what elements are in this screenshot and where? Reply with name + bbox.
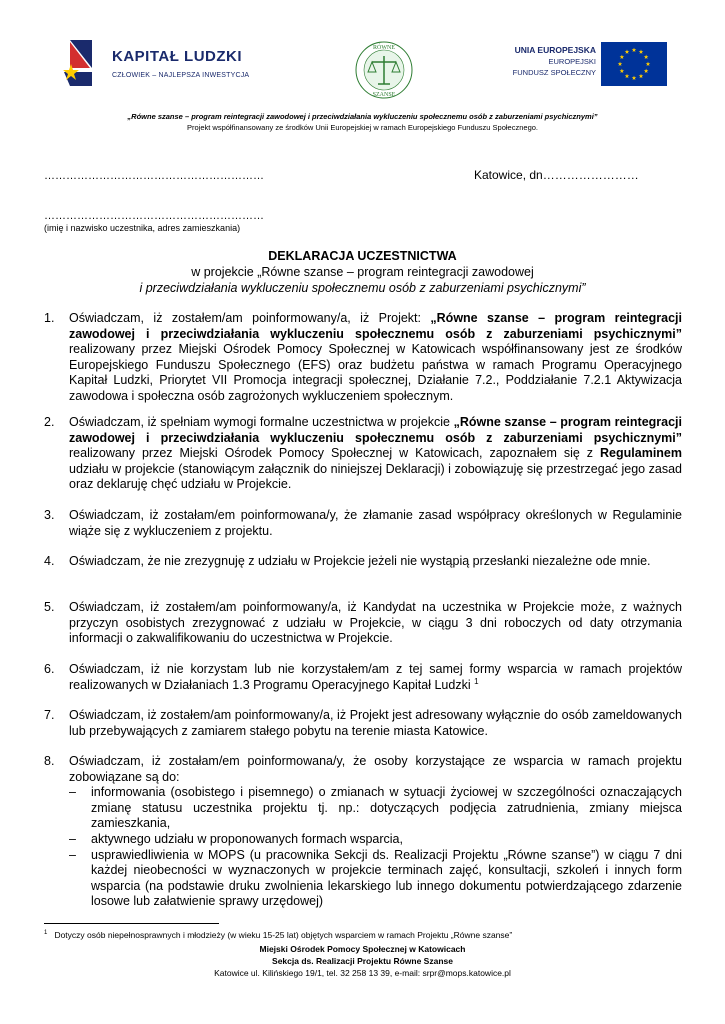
dash-marker: – (69, 831, 76, 846)
item-text: Oświadczam, iż zostałam/em poinformowana/y, że osoby korzystające ze wsparcia w ramach projektu zobowiązane są do: (69, 754, 682, 784)
header-cofinance-line: Projekt współfinansowany ze środków Unii Europejskiej w ramach Europejskiego Funduszu Społecznego. (186, 123, 538, 132)
eu-line-2: EUROPEJSKI (548, 57, 596, 66)
item-number: 6. (44, 662, 55, 676)
list-item (44, 508, 682, 539)
item-number: 4. (44, 554, 55, 568)
dash-marker: – (69, 785, 76, 800)
footnote-ref: 1 (474, 676, 479, 686)
list-item (44, 600, 682, 647)
footnote-mark: 1 (44, 930, 48, 937)
blank-line-top: …………………………………………………… (44, 170, 264, 182)
item-number: 3. (44, 508, 55, 522)
kapital-ludzki-title: KAPITAŁ LUDZKI (112, 48, 243, 65)
footer-line-3: Katowice ul. Kilińskiego 19/1, tel. 32 258 13 39, e-mail: srpr@mops.katowice.pl (214, 968, 511, 978)
footnote-text: Dotyczy osób niepełnosprawnych i młodzieży (w wieku 15-25 lat) objętych wsparciem w ramach Projektu „Równe szanse” (54, 930, 513, 940)
blank-line-name: …………………………………………………… (44, 210, 264, 222)
header-project-line: „Równe szanse – program reintegracji zawodowej i przeciwdziałania wykluczeniu społecznemu osób z zaburzeniami psychicznymi” (127, 112, 598, 121)
sub-list-item: – usprawiedliwienia w MOPS (u pracownika Sekcji ds. Realizacji Projektu „Równe szanse”) w ciągu 7 dni każdej nieobecności w wyznaczonych w projekcie terminach zajęć, konsultacji, szkoleń i innych form wsparcia (na podstawie druku zwolnienia lekarskiego lub innego dokumentu potwierdzającego zdarzenie losowe lub załatwienie sprawy urzędowej) (69, 847, 682, 909)
list-item (44, 554, 682, 570)
footer-line-2: Sekcja ds. Realizacji Projektu Równe Szanse (272, 956, 453, 966)
item-text: Oświadczam, iż spełniam wymogi formalne uczestnictwa w projekcie „Równe szanse – program reintegracji zawodowej i przeciwdziałania wykluczeniu społecznemu osób z zaburzeniami psychicznymi” realizowany przez Miejski Ośrodek Pomocy Społecznej w Katowicach, zapoznałem się z Regulaminem udziału w projekcie (stanowiącym załącznik do niniejszej Deklaracji) i zobowiązuję się przestrzegać jego zasad oraz deklaruję chęć udziału w Projekcie. (69, 415, 683, 492)
sub-list (69, 785, 682, 910)
list-item (44, 708, 682, 739)
dash-marker: – (69, 847, 76, 862)
eu-text-block (470, 45, 596, 78)
item-text: Oświadczam, iż zostałem/am poinformowany/a, iż Kandydat na uczestnika w Projekcie może, z ważnych przyczyn osobistych zrezygnować z udziału w Projekcie, w ciągu 3 dni roboczych od daty otrzymania informacji o zakwalifikowaniu do uczestnictwa w Projekcie. (69, 600, 682, 646)
item-text: Oświadczam, iż zostałem/am poinformowany/a, iż Projekt: „Równe szanse – program reintegracji zawodowej i przeciwdziałania wykluczeniu społecznemu osób z zaburzeniami psychicznymi” realizowany przez Miejski Ośrodek Pomocy Społecznej w Katowicach współfinansowany jest ze środków Europejskiego Funduszu Społecznego (EFS) oraz budżetu państwa w ramach Programu Operacyjnego Kapitał Ludzki, Priorytet VII Promocja integracji społecznej, Działanie 7.2., Poddziałanie 7.2.1 Aktywizacja zawodowa i społeczna osób zagrożonych wykluczeniem społecznym. (69, 311, 682, 403)
name-caption: (imię i nazwisko uczestnika, adres zamieszkania) (44, 223, 241, 233)
item-number: 1. (44, 311, 55, 325)
rowne-szanse-logo (354, 40, 414, 100)
item-number: 8. (44, 754, 55, 768)
document-title: DEKLARACJA UCZESTNICTWA (268, 249, 457, 263)
footer-line-1: Miejski Ośrodek Pomocy Społecznej w Katowicach (259, 944, 466, 954)
eu-line-3: FUNDUSZ SPOŁECZNY (512, 68, 596, 77)
footnote (44, 930, 512, 940)
item-text: Oświadczam, iż zostałam/em poinformowana/y, że złamanie zasad współpracy określonych w Regulaminie wiąże się z wykluczeniem z projektu. (69, 508, 682, 538)
rs-logo-bottom-text: SZANSE (372, 92, 396, 98)
date-field: Katowice, dn…………………… (474, 168, 639, 182)
list-item (44, 415, 682, 493)
eu-flag-icon (601, 42, 667, 86)
item-number: 7. (44, 708, 55, 722)
footnote-divider (44, 923, 219, 924)
item-number: 2. (44, 415, 55, 429)
item-text: Oświadczam, iż nie korzystam lub nie korzystałem/am z tej samej formy wsparcia w ramach projektów realizowanych w Działaniach 1.3 Programu Operacyjnego Kapitał Ludzki $^1$ (69, 662, 682, 692)
item-text: Oświadczam, że nie zrezygnuję z udziału w Projekcie jeżeli nie wystąpią przesłanki niezależne ode mnie. (69, 554, 651, 568)
sub-list-item: – aktywnego udziału w proponowanych formach wsparcia, (69, 831, 403, 846)
eu-line-1: UNIA EUROPEJSKA (514, 45, 596, 55)
kapital-ludzki-subtitle: CZŁOWIEK – NAJLEPSZA INWESTYCJA (112, 72, 250, 79)
item-number: 5. (44, 600, 55, 614)
project-line-1: w projekcie „Równe szanse – program reintegracji zawodowej (191, 265, 534, 279)
list-item (44, 754, 682, 910)
project-line-2: i przeciwdziałania wykluczeniu społecznemu osób z zaburzeniami psychicznymi” (139, 281, 586, 295)
rs-logo-top-text: RÓWNE (373, 45, 395, 51)
list-item (44, 662, 682, 693)
item-text: Oświadczam, iż zostałem/am poinformowany/a, iż Projekt jest adresowany wyłącznie do osób zameldowanych lub przebywających z zamiarem stałego pobytu na terenie miasta Katowice. (69, 708, 682, 738)
list-item (44, 311, 682, 405)
sub-list-item: – informowania (osobistego i pisemnego) o zmianach w sytuacji życiowej w szczególności oznaczających zmianę statusu uczestnika projektu tj. np.: dotyczących podjęcia zatrudnienia, zmiany miejsca zamieszkania, (69, 785, 682, 831)
